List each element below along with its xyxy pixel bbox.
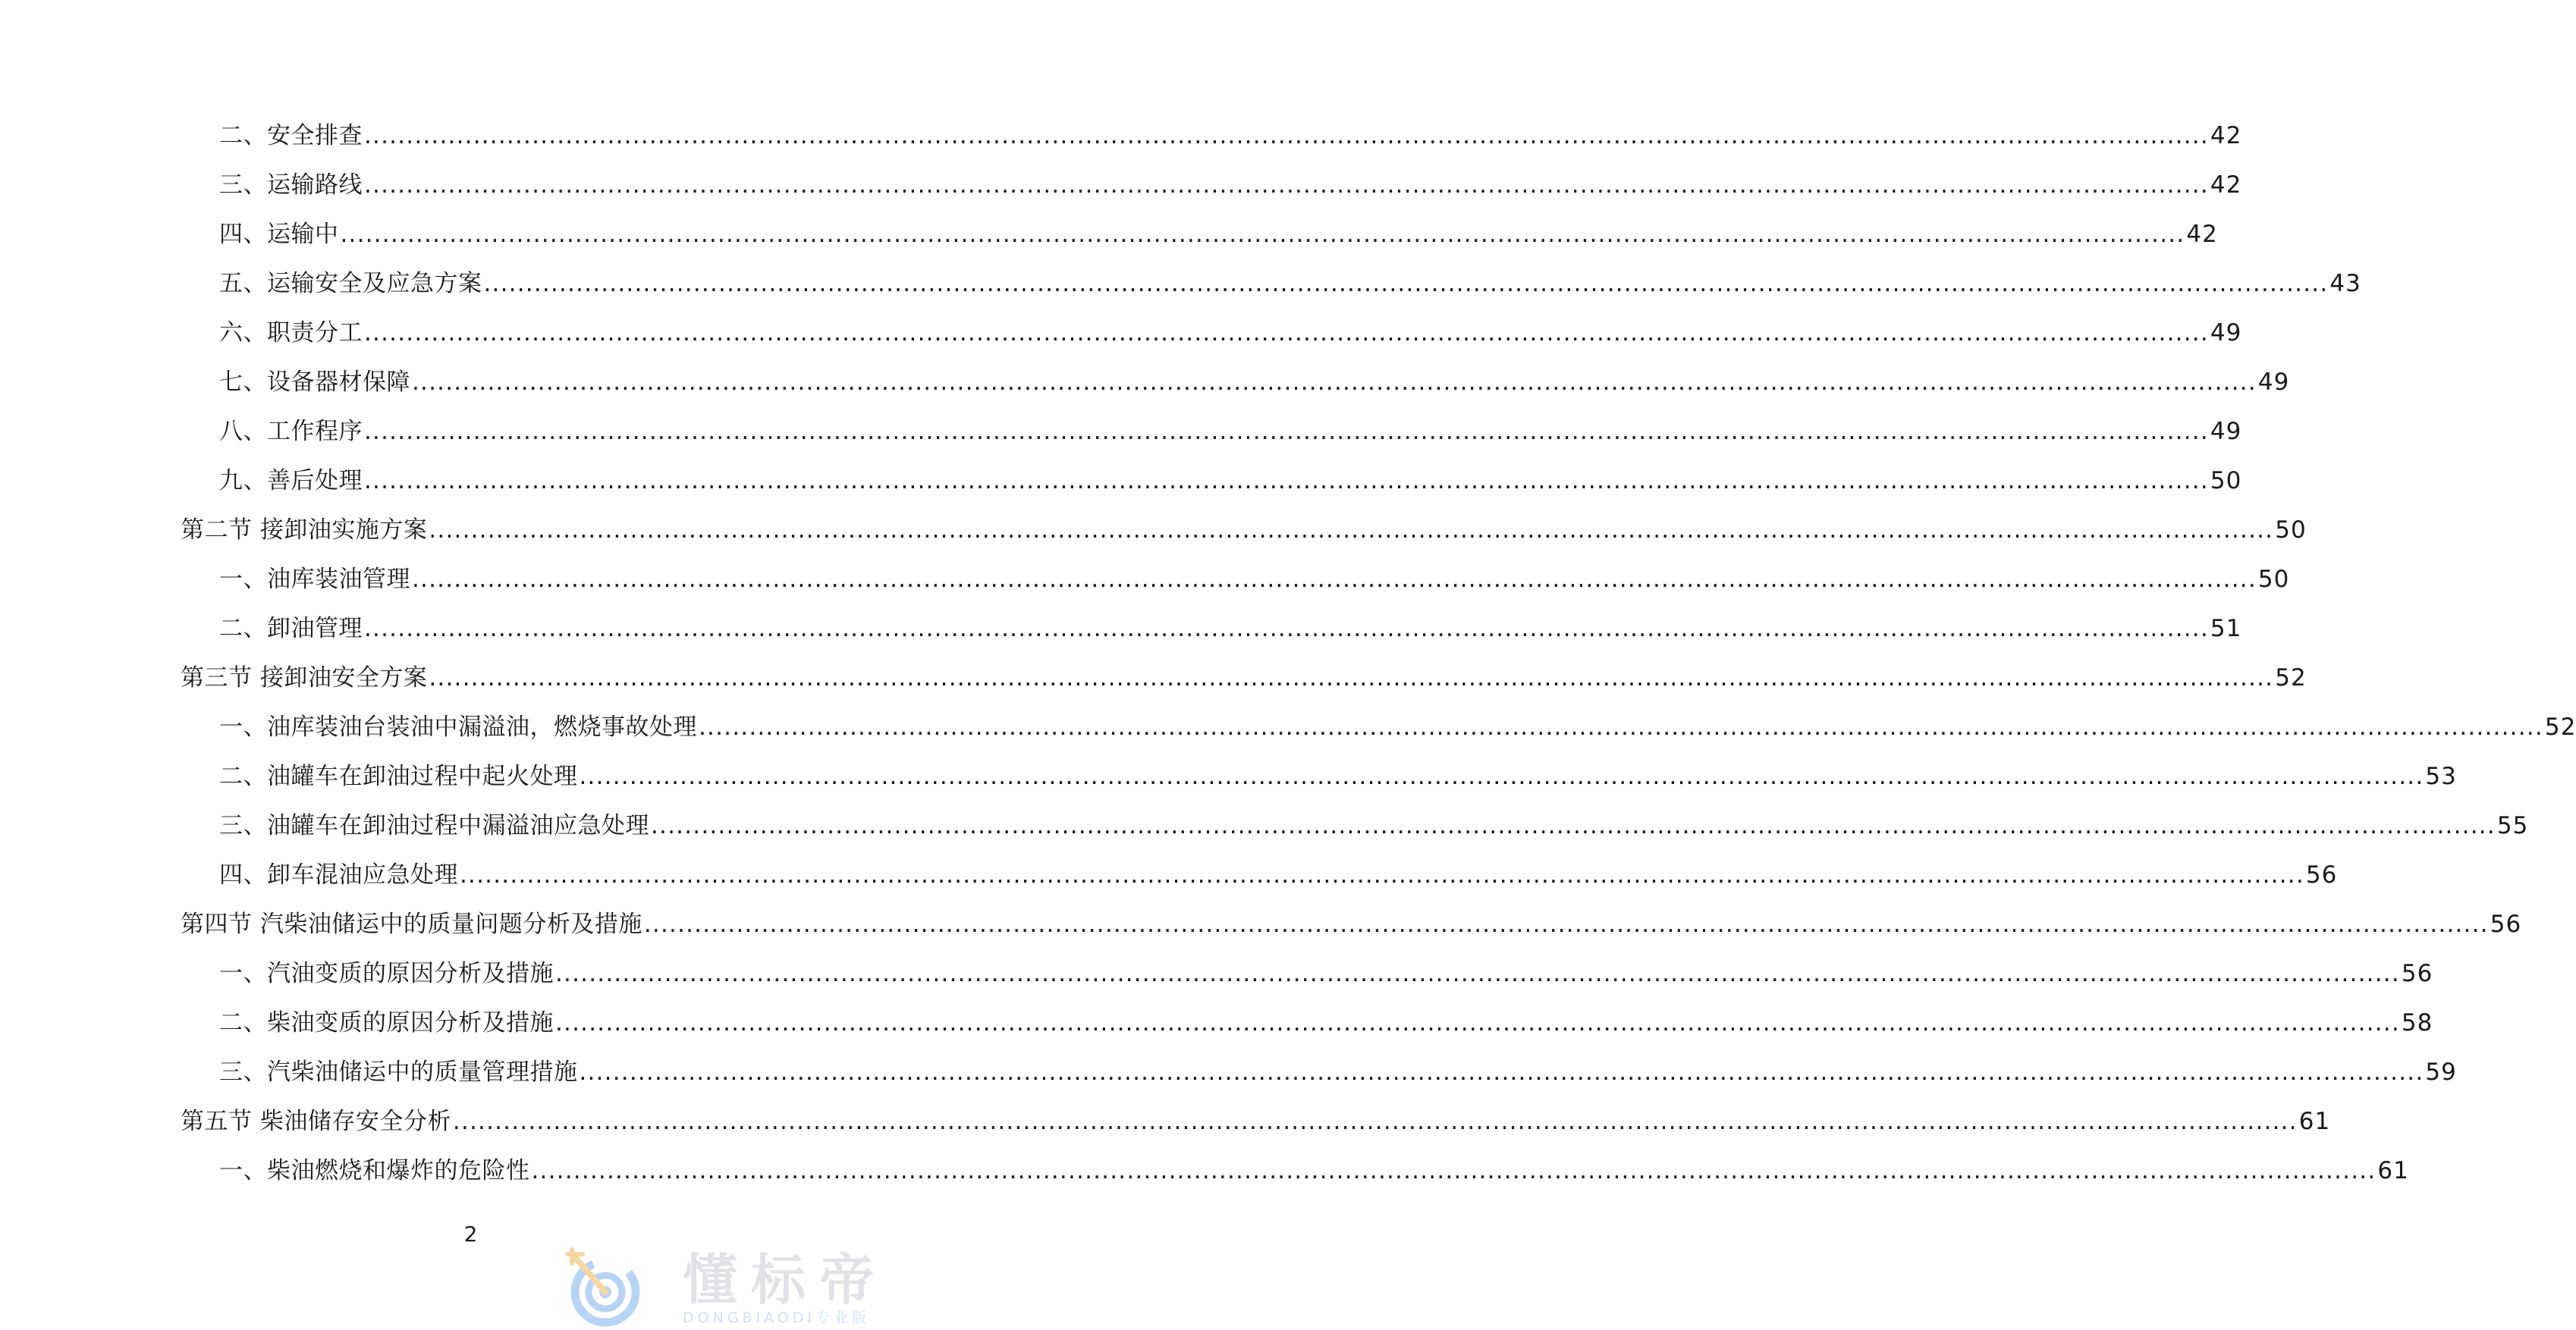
toc-entry[interactable] [0,1059,2457,1109]
watermark-title: 懂标帝 [683,1248,888,1312]
toc-entry-label: 二、柴油变质的原因分析及措施 [219,1009,554,1037]
toc-entry-label: 第四节 汽柴油储运中的质量问题分析及措施 [181,911,642,938]
toc-leader-dots: ............................................................................................................................................................................................................................ [483,270,2329,297]
toc-entry-label: 四、运输中 [219,221,339,248]
toc-entry[interactable] [0,812,2529,862]
toc-entry-page: 49 [2257,369,2290,396]
toc-entry-label: 三、汽柴油储运中的质量管理措施 [219,1059,578,1086]
toc-entry-page: 49 [2210,319,2242,347]
toc-entry[interactable] [0,960,2433,1010]
toc-entry-label: 五、运输安全及应急方案 [219,270,482,297]
toc-entry[interactable] [0,418,2242,468]
toc-leader-dots: ............................................................................................................................................................................................................................ [555,1009,2400,1037]
toc-entry-page: 59 [2425,1059,2457,1086]
toc-entry-page: 61 [2298,1108,2331,1135]
toc-leader-dots: ............................................................................................................................................................................................................................ [364,171,2209,199]
toc-entry[interactable] [0,171,2242,221]
toc-entry-page: 56 [2401,960,2433,987]
toc-entry[interactable] [0,467,2242,517]
toc-entry-label: 第三节 接卸油安全方案 [181,664,428,692]
toc-section-entry[interactable] [0,664,2307,714]
page-number: 2 [463,1222,478,1247]
toc-entry[interactable] [0,566,2290,616]
toc-leader-dots: ............................................................................................................................................................................................................................ [429,516,2274,544]
toc-entry-page: 42 [2210,171,2242,199]
toc-entry-label: 四、卸车混油应急处理 [219,861,458,889]
toc-entry[interactable] [0,615,2242,665]
toc-entry-page: 42 [2186,221,2218,248]
toc-leader-dots: ............................................................................................................................................................................................................................ [579,1059,2424,1086]
toc-entry-page: 50 [2210,467,2242,494]
toc-entry-label: 三、运输路线 [219,171,363,199]
toc-leader-dots: ............................................................................................................................................................................................................................ [643,911,2489,938]
toc-leader-dots: ............................................................................................................................................................................................................................ [364,418,2209,445]
dongbiaodi-logo-icon [561,1247,652,1330]
toc-entry-label: 一、油库装油管理 [219,566,410,593]
toc-entry-label: 二、卸油管理 [219,615,363,642]
toc-entry[interactable] [0,319,2242,369]
toc-entry-label: 二、油罐车在卸油过程中起火处理 [219,763,578,790]
toc-entry[interactable] [0,861,2338,911]
toc-entry-label: 九、善后处理 [219,467,363,494]
toc-entry-label: 三、油罐车在卸油过程中漏溢油应急处理 [219,812,649,839]
toc-leader-dots: ............................................................................................................................................................................................................................ [452,1108,2298,1135]
toc-leader-dots: ............................................................................................................................................................................................................................ [364,467,2209,494]
toc-leader-dots: ............................................................................................................................................................................................................................ [364,319,2209,347]
toc-entry-page: 55 [2496,812,2529,839]
toc-entry[interactable] [0,122,2242,172]
toc-entry-page: 58 [2401,1009,2433,1037]
toc-leader-dots: ............................................................................................................................................................................................................................ [340,221,2185,248]
toc-entry[interactable] [0,221,2218,271]
toc-leader-dots: ............................................................................................................................................................................................................................ [412,369,2257,396]
toc-entry-page: 42 [2210,122,2242,149]
toc-leader-dots: ............................................................................................................................................................................................................................ [412,566,2257,593]
toc-leader-dots: ............................................................................................................................................................................................................................ [555,960,2400,987]
toc-entry[interactable] [0,369,2290,419]
toc-section-entry[interactable] [0,911,2522,961]
toc-entry-label: 第二节 接卸油实施方案 [181,516,428,544]
toc-leader-dots: ............................................................................................................................................................................................................................ [429,664,2274,692]
toc-entry-page: 61 [2377,1157,2409,1184]
toc-entry-label: 七、设备器材保障 [219,369,410,396]
toc-section-entry[interactable] [0,516,2307,566]
toc-entry[interactable] [0,270,2361,320]
toc-section-entry[interactable] [0,1108,2331,1158]
watermark [561,1244,925,1327]
toc-leader-dots: ............................................................................................................................................................................................................................ [579,763,2424,790]
toc-entry-page: 50 [2257,566,2290,593]
toc-entry-page: 51 [2210,615,2242,642]
toc-entry[interactable] [0,714,2576,764]
toc-entry-page: 52 [2544,714,2576,741]
toc-entry-label: 八、工作程序 [219,418,363,445]
toc-entry-page: 52 [2275,664,2307,692]
toc-entry[interactable] [0,763,2457,813]
table-of-contents [0,122,2576,1207]
toc-leader-dots: ............................................................................................................................................................................................................................ [460,861,2304,889]
toc-leader-dots: ............................................................................................................................................................................................................................ [651,812,2496,839]
toc-entry-page: 49 [2210,418,2242,445]
toc-entry-page: 50 [2275,516,2307,544]
watermark-subtitle: DONGBIAODI专业版 [683,1310,871,1326]
toc-leader-dots: ............................................................................................................................................................................................................................ [364,122,2209,149]
toc-entry-label: 二、安全排查 [219,122,363,149]
toc-entry-page: 53 [2425,763,2457,790]
toc-entry-label: 一、柴油燃烧和爆炸的危险性 [219,1157,530,1184]
toc-leader-dots: ............................................................................................................................................................................................................................ [531,1157,2377,1184]
toc-entry-page: 56 [2305,861,2338,889]
toc-entry[interactable] [0,1157,2409,1207]
toc-entry-label: 一、油库装油台装油中漏溢油，燃烧事故处理 [219,714,697,741]
toc-entry-page: 56 [2490,911,2522,938]
toc-leader-dots: ............................................................................................................................................................................................................................ [699,714,2543,741]
toc-leader-dots: ............................................................................................................................................................................................................................ [364,615,2209,642]
toc-entry-label: 第五节 柴油储存安全分析 [181,1108,451,1135]
toc-entry[interactable] [0,1009,2433,1059]
toc-entry-label: 六、职责分工 [219,319,363,347]
toc-entry-page: 43 [2329,270,2361,297]
toc-entry-label: 一、汽油变质的原因分析及措施 [219,960,554,987]
